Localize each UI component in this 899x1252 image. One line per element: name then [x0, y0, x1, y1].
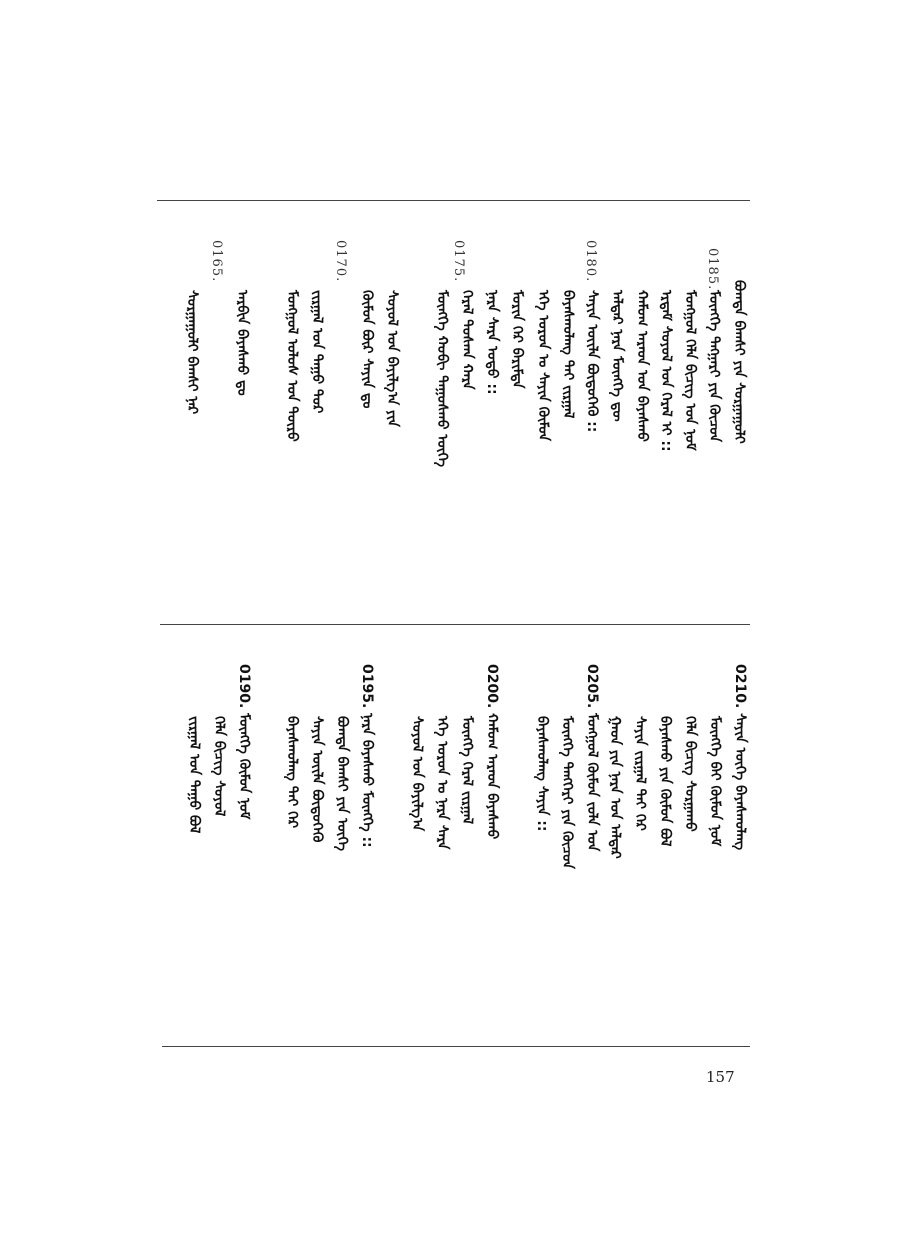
text-column: ᠡᠷᠳᠡᠮ ᠰᠣᠶᠣᠯ ᠤᠨ ᠭᠡᠷᠡᠯ ᠢ :: — [658, 290, 674, 452]
text-column: ᠮᠣᠩᠭᠣᠯ ᠤᠯᠤᠰ ᠤᠨ ᠲᠦᠷᠦ — [284, 290, 300, 442]
text-column: ᠬᠡᠯᠡ ᠪᠢᠴᠢᠭ ᠰᠣᠶᠣᠯ — [211, 716, 227, 817]
text-column: ᠪᠣᠭᠳᠠ ᠪᠠᠭᠰᠢ ᠶᠢᠨ ᠰᠤᠷᠭᠠᠭᠤᠯᠢ — [731, 280, 747, 444]
text-column: ᠰᠠᠶᠢᠨ ᠵᠢᠷᠭᠠᠯ ᠲᠠᠢ ᠭᠡᠷ — [632, 716, 648, 831]
text-column: ᠰᠠᠶᠢᠨ ᠦᠢᠯᠡ ᠪᠦᠲᠦᠭᠡᠬᠦ — [309, 716, 325, 843]
text-column: ᠮᠥᠩᠬᠡ ᠪᠠᠢ ᠬᠦᠮᠦᠨ ᠨᠣᠮ — [707, 716, 723, 847]
text-column: ᠮᠥᠩᠬᠡ ᠲᠡᠩᠭᠡᠷᠢ ᠶᠢᠨ ᠬᠦᠴᠦᠨ — [559, 716, 575, 869]
text-column: ᠰᠤᠷᠭᠠᠭᠤᠯᠢ ᠪᠠᠭᠰᠢ ᠨᠠᠷ — [184, 290, 200, 415]
text-column: ᠬᠦᠮᠦᠨ ᠪᠦᠷ ᠰᠠᠶᠢᠨ ᠳᠤ — [359, 290, 375, 409]
text-column: ᠨᠠᠷᠠ ᠰᠠᠷᠠ ᠣᠳᠣ :: — [484, 290, 500, 395]
text-column: 0190. ᠮᠥᠩᠬᠡ ᠬᠦᠮᠦᠨ ᠨᠣᠮ — [236, 664, 252, 820]
text-column: ᠰᠣᠶᠣᠯ ᠤᠨ ᠪᠠᠶᠢᠯᠭ᠎ᠠ ᠶᠢᠨ — [384, 290, 400, 427]
text-column: ᠪᠠᠶᠠᠰᠬᠤᠯᠠᠩ ᠰᠠᠶᠢᠨ :: — [534, 716, 550, 832]
line-number: 0175. — [451, 240, 466, 283]
text-column: ᠮᠣᠩᠭᠣᠯ ᠬᠡᠯᠡ ᠪᠢᠴᠢᠭ ᠤᠨ ᠨᠣᠮ — [682, 290, 698, 451]
text-column: ᠮᠥᠨᠭᠬᠡ ᠲᠩᠭᠠᠷᠢ ᠶᠢᠨ ᠬᠦᠴᠦᠨ — [706, 290, 722, 443]
text-column: ᠠᠷᠪᠢᠨ ᠪᠠᠶᠠᠰᠬᠤ ᠳᠤ — [234, 290, 250, 396]
text-column: ᠭᠡᠷᠡᠯ ᠲᠤᠰᠬᠠ ᠬᠠᠷᠠ — [459, 290, 475, 390]
top-text-panel — [0, 0, 899, 624]
text-column: ᠮᠥᠩᠬᠡ ᠬᠤᠪᠢ ᠳᠠᠭᠤᠰᠬᠤ ᠦᠭᠡ — [434, 290, 450, 468]
text-column: ᠰᠠᠶᠢᠨ ᠦᠢᠯᠡ ᠪᠦᠲᠦᠭᠡᠬᠦ :: — [584, 290, 600, 433]
text-column: ᠪᠠᠶᠠᠰᠬᠤᠯᠠᠩ ᠲᠠᠢ ᠭᠡᠷ — [284, 716, 300, 829]
text-column: ᠵᠢᠷᠭᠠᠯ ᠤᠨ ᠳᠠᠭᠤ ᠳᠤᠷ — [309, 290, 325, 414]
line-number: 0165. — [209, 240, 224, 283]
text-column: 0210. ᠰᠠᠶᠢᠨ ᠦᠭᠡ ᠪᠠᠶᠠᠰᠬᠤᠯᠠᠩ — [732, 664, 748, 851]
text-column: 0200. ᠬᠠᠮᠤᠭ ᠠᠷᠠᠳ ᠪᠠᠶᠠᠰᠬᠤ — [484, 664, 500, 840]
text-column: 0205. ᠮᠣᠩᠭᠣᠯ ᠬᠦᠮᠦᠨ ᠵᠤᠯᠠ ᠤᠨ — [584, 664, 600, 852]
text-column: ᠭᠠᠳ ᠶᠢᠨ ᠨᠡᠷᠡ ᠤᠨ ᠠᠯᠳᠠᠷ — [607, 716, 623, 859]
line-number: 0170. — [333, 240, 348, 283]
text-column: ᠠᠯᠳᠠᠷ ᠨᠡᠷᠡ ᠮᠥᠩᠬᠡ ᠳᠦ — [609, 290, 625, 422]
text-column: ᠵᠢᠷᠭᠠᠯ ᠤᠨ ᠳᠠᠭᠤ ᠪᠣᠯ — [186, 716, 202, 834]
text-column: ᠬᠡᠯᠡ ᠪᠢᠴᠢᠭ ᠰᠤᠷᠭᠠᠬᠤ — [682, 716, 698, 832]
text-column: 0195. ᠨᠠᠷᠠ ᠪᠠᠶᠠᠰᠬᠤ ᠮᠥᠩᠬᠡ :: — [359, 664, 375, 848]
text-column: ᠰᠣᠶᠣᠯ ᠤᠨ ᠪᠠᠶᠢᠯᠭ᠎ᠠ — [409, 716, 425, 832]
text-column: ᠡᠬᠡ ᠣᠷᠣᠨ ᠤ ᠰᠠᠶᠢᠨ ᠬᠦᠮᠦᠨ — [535, 290, 551, 442]
text-column: ᠪᠣᠭᠳᠠ ᠪᠠᠭᠰᠢ ᠶᠢᠨ ᠦᠭᠡ — [334, 716, 350, 851]
text-column: ᠬᠠᠮᠤᠭ ᠠᠷᠠᠳ ᠤᠨ ᠪᠠᠶᠠᠰᠬᠤ — [634, 290, 650, 442]
text-column: ᠮᠣᠷᠢᠨ ᠭᠡᠷ ᠪᠠᠷᠢᠮᠲᠠ — [509, 290, 525, 389]
text-column: ᠡᠬᠡ ᠣᠷᠣᠨ ᠤ ᠨᠠᠷᠠ ᠰᠠᠷᠠ — [434, 716, 450, 850]
text-column: ᠪᠠᠶᠠᠰᠬᠤ ᠶᠢᠨ ᠬᠦᠮᠦᠨ ᠪᠣᠯ — [657, 716, 673, 847]
text-column: ᠪᠠᠶᠠᠰᠬᠤᠯᠠᠩ ᠲᠠᠢ ᠵᠢᠷᠭᠠᠯ — [560, 290, 576, 419]
page-number: 157 — [706, 1068, 735, 1086]
bottom-text-panel — [0, 624, 899, 1048]
line-number: 0180. — [583, 240, 598, 283]
line-number: 0185. — [705, 248, 720, 291]
text-column: ᠮᠥᠩᠬᠡ ᠭᠡᠷᠡᠯ ᠵᠢᠷᠭᠠᠯ — [459, 716, 475, 825]
